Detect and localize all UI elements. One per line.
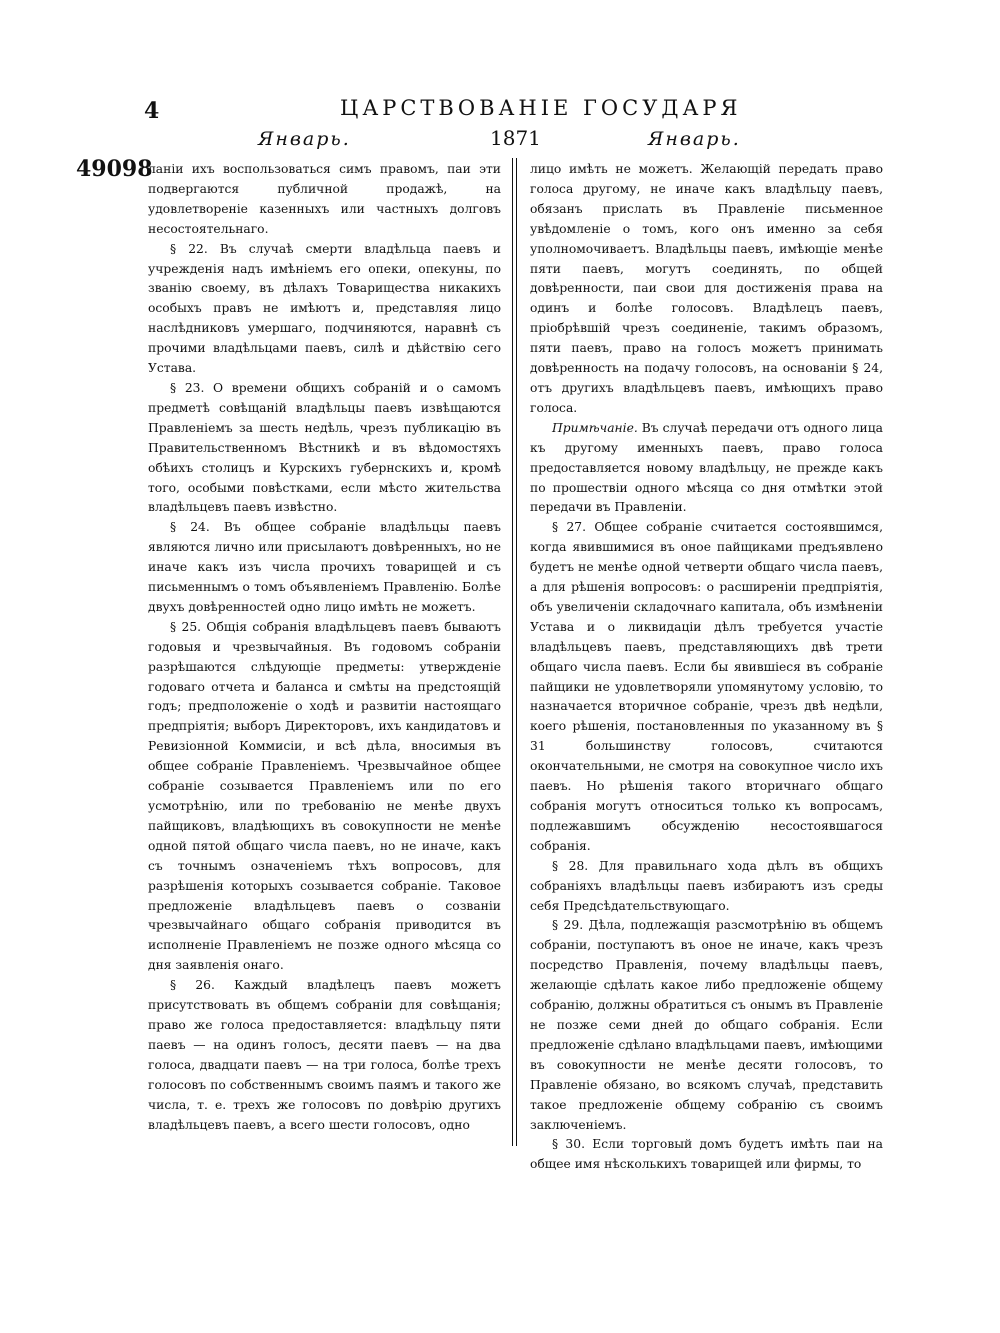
column-divider	[512, 158, 517, 1146]
running-title: ЦАРСТВОВАНІЕ ГОСУДАРЯ	[340, 96, 742, 120]
paragraph-s28: § 28. Для правильнаго хода дѣлъ въ общихъ собраніяхъ владѣльцы паевъ избираютъ изъ среды себя Предсѣдательствующаго.	[530, 858, 883, 913]
paragraph-note	[530, 419, 883, 519]
paragraph-s26-continued: лицо имѣть не можетъ. Желающій передать право голоса другому, не иначе какъ владѣльцу паевъ, обязанъ прислать въ Правленіе письменное увѣдомленіе о томъ, кого онъ именно за себя уполномочиваетъ. Владѣльцы паевъ, имѣющіе менѣе пяти паевъ, могутъ соединять, по общей довѣренности, паи свои для достиженія права на одинъ и болѣе голосовъ. Владѣлецъ паевъ, пріобрѣвшій чрезъ соединеніе, такимъ образомъ, пяти паевъ, право на голосъ можетъ принимать довѣренность на подачу голосовъ, на основаніи § 24, отъ другихъ владѣльцевъ паевъ, имѣющихъ право голоса.	[530, 162, 883, 415]
date-right: Январь.	[648, 128, 741, 150]
paragraph-continuation: ланіи ихъ воспользоваться симъ правомъ, паи эти подвергаются публичной продажѣ, на удовлетвореніе казенныхъ или частныхъ долговъ несостоятельнаго.	[148, 162, 501, 236]
paragraph-s26: § 26. Каждый владѣлецъ паевъ можетъ присутствовать въ общемъ собраніи для совѣщанія; право же голоса предоставляется: владѣльцу пяти паевъ — на одинъ голосъ, десяти паевъ — на два голоса, двадцати паевъ — на три голоса, болѣе трехъ голосовъ по собственнымъ своимъ паямъ и такого же числа, т. е. трехъ же голосовъ по довѣрію другихъ владѣльцевъ паевъ, а всего шести голосовъ, одно	[148, 978, 501, 1132]
paragraph-s23: § 23. О времени общихъ собраній и о самомъ предметѣ совѣщаній владѣльцы паевъ извѣщаются Правленіемъ за шесть недѣль, чрезъ публикацію въ Правительственномъ Вѣстникѣ и въ вѣдомостяхъ обѣихъ столицъ и Курскихъ губернскихъ и, кромѣ того, особыми повѣстками, если мѣсто жительства владѣльцевъ паевъ извѣстно.	[148, 380, 501, 515]
paragraph-s29: § 29. Дѣла, подлежащія разсмотрѣнію въ общемъ собраніи, поступаютъ въ оное не иначе, какъ чрезъ посредство Правленія, почему владѣльцы паевъ, желающіе сдѣлать какое либо предложеніе общему собранію, должны обратиться съ онымъ въ Правленіе не позже семи дней до общаго собранія. Если предложеніе сдѣлано владѣльцами паевъ, имѣющими въ совокупности не менѣе десяти голосовъ, то Правленіе обязано, во всякомъ случаѣ, представить такое предложеніе общему собранію съ своимъ заключеніемъ.	[530, 918, 883, 1132]
date-left: Январь.	[258, 128, 351, 150]
paragraph-s22: § 22. Въ случаѣ смерти владѣльца паевъ и учрежденія надъ имѣніемъ его опеки, опекуны, по званію своему, въ дѣлахъ Товарищества никакихъ особыхъ правъ не имѣютъ и, представляя лицо наслѣдниковъ умершаго, подчиняются, наравнѣ съ прочими владѣльцами паевъ, силѣ и дѣйствію сего Устава.	[148, 241, 501, 376]
left-column	[148, 160, 501, 1135]
paragraph-s25: § 25. Общія собранія владѣльцевъ паевъ бываютъ годовыя и чрезвычайныя. Въ годовомъ собраніи разрѣшаются слѣдующіе предметы: утвержденіе годоваго отчета и баланса и смѣты на предстоящій годъ; предположеніе о ходѣ и развитіи настоящаго предпріятія; выборъ Директоровъ, ихъ кандидатовъ и Ревизіонной Коммисіи, и всѣ дѣла, вносимыя въ общее собраніе Правленіемъ. Чрезвычайное общее собраніе созывается Правленіемъ или по его усмотрѣнію, или по требованію не менѣе двухъ пайщиковъ, владѣющихъ въ совокупности не менѣе одной пятой общаго числа паевъ, но не иначе, какъ съ точнымъ означеніемъ тѣхъ вопросовъ, для разрѣшенія которыхъ созывается собраніе. Таковое предложеніе владѣльцевъ паевъ о созваніи чрезвычайнаго общаго собранія приводится въ исполненіе Правленіемъ не позже одного мѣсяца со дня заявленія онаго.	[148, 619, 501, 973]
paragraph-s30: § 30. Если торговый домъ будетъ имѣть паи на общее имя нѣсколькихъ товарищей или фирмы, то	[530, 1137, 883, 1172]
paragraph-s24: § 24. Въ общее собраніе владѣльцы паевъ являются лично или присылаютъ довѣренныхъ, но не иначе какъ изъ числа прочихъ товарищей и съ письменнымъ о томъ объявленіемъ Правленію. Болѣе двухъ довѣренностей одно лицо имѣть не можетъ.	[148, 520, 501, 614]
year: 1871	[490, 126, 541, 150]
page-number: 4	[144, 98, 160, 124]
note-text: Въ случаѣ передачи отъ одного лица къ другому именныхъ паевъ, право голоса предоставляется новому владѣльцу, не прежде какъ по прошествіи одного мѣсяца со дня отмѣтки этой передачи въ Правленіи.	[530, 420, 883, 515]
law-number: 49098	[76, 156, 153, 182]
note-label: Примѣчаніе.	[552, 420, 638, 435]
paragraph-s27: § 27. Общее собраніе считается состоявшимся, когда явившимися въ оное пайщиками предъявлено будетъ не менѣе одной четверти общаго числа паевъ, а для рѣшенія вопросовъ: о расширеніи предпріятія, объ увеличеніи складочнаго капитала, объ измѣненіи Устава и о ликвидаціи дѣлъ требуется участіе владѣльцевъ паевъ, представляющихъ двѣ трети общаго числа паевъ. Если бы явившіеся въ собраніе пайщики не удовлетворяли упомянутому условію, то назначается вторичное собраніе, чрезъ двѣ недѣли, коего рѣшенія, постановленныя по указанному въ § 31 большинству голосовъ, считаются окончательными, не смотря на совокупное число ихъ паевъ. Но рѣшенія такого вторичнаго общаго собранія могутъ относиться только къ вопросамъ, подлежавшимъ обсужденію несостоявшагося собранія.	[530, 520, 883, 853]
right-column	[530, 160, 883, 1175]
